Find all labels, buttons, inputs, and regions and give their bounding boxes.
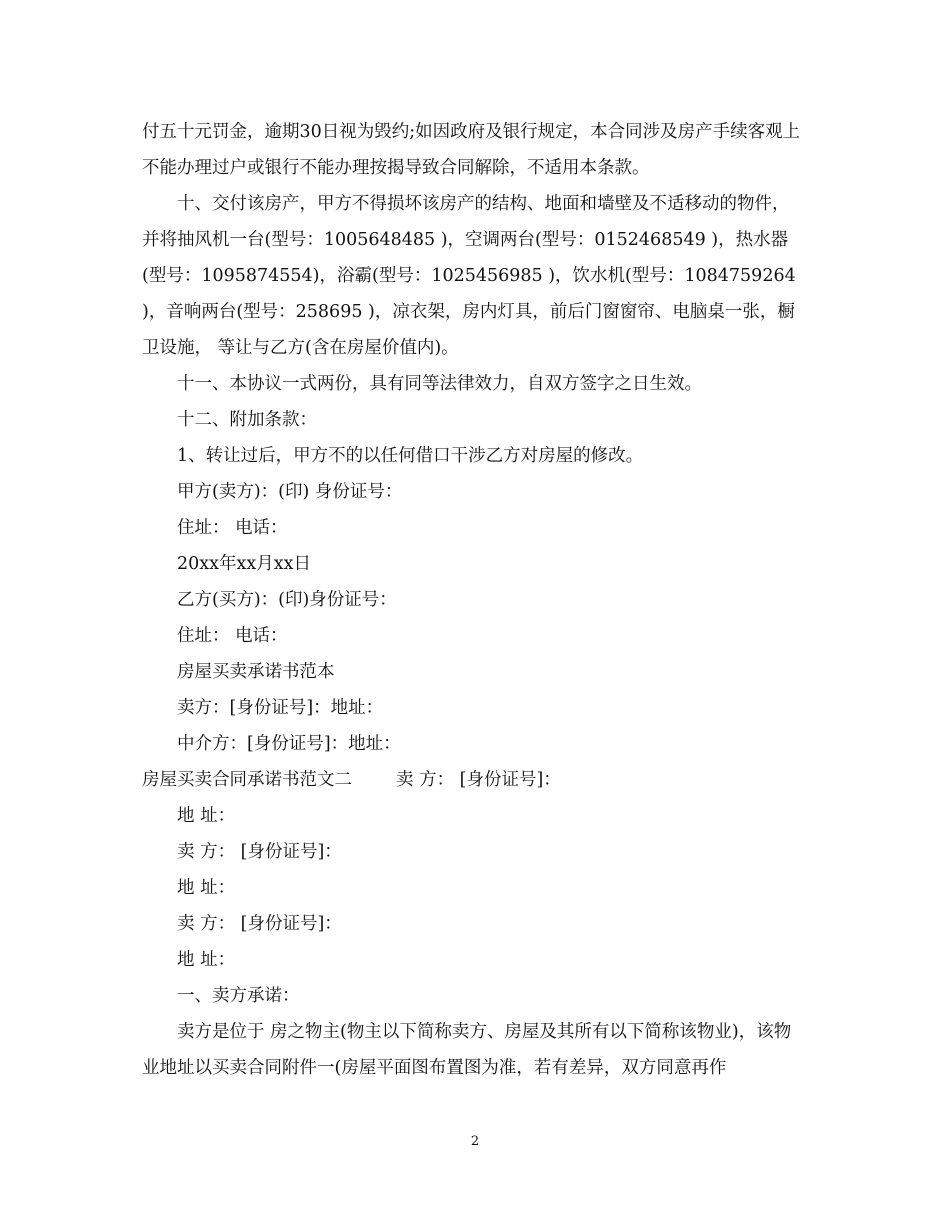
split-heading-line [142,762,802,798]
date-line: 20xx年xx月xx日 [177,554,311,574]
paragraph-clause-11: 十一、本协议一式两份，具有同等法律效力，自双方签字之日生效。 [177,374,702,394]
party-b-signature-line: 乙方(买方)：(印)身份证号： [177,590,397,610]
agent-line: 中介方：[身份证号]：地址： [177,734,401,754]
seller-address-line: 地 址： [177,806,236,826]
seller-commitment-paragraph: 卖方是位于 房之物主(物主以下简称卖方、房屋及其所有以下简称该物业)，该物业地址以买卖合同附件一(房屋平面图布置图为准，若有差异，双方同意再作 [142,1022,792,1078]
section-title-sample-two: 房屋买卖合同承诺书范文二 [142,770,352,790]
party-a-address-line: 住址： 电话： [177,518,288,538]
seller-address-line-3: 地 址： [177,950,236,970]
party-b-address-line: 住址： 电话： [177,626,288,646]
paragraph-penalty-continued: 付五十元罚金，逾期30日视为毁约;如因政府及银行规定，本合同涉及房产手续客观上不能办理过户或银行不能办理按揭导致合同解除，不适用本条款。 [142,122,801,178]
seller-address-line-2: 地 址： [177,878,236,898]
paragraph-additional-term-1: 1、转让过后，甲方不的以任何借口干涉乙方对房屋的修改。 [177,446,644,466]
seller-id-line: 卖 方： [身份证号]： [396,770,561,790]
paragraph-clause-10: 十、交付该房产，甲方不得损坏该房产的结构、地面和墙壁及不适移动的物件，并将抽风机一台(型号：1005648485 )，空调两台(型号：0152468549 )，热水器(型号：1095874554)，浴霸(型号：1025456985 )，饮水机(型号：1084759264 )，音响两台(型号：258695 )，凉衣架，房内灯具，前后门窗窗帘、电脑桌一张，橱卫设施， 等让与乙方(含在房屋价值内)。 [142,194,802,358]
seller-line: 卖方：[身份证号]：地址： [177,698,384,718]
paragraph-clause-12-heading: 十二、附加条款： [177,410,317,430]
seller-commitment-heading: 一、卖方承诺： [177,986,300,1006]
document-body [142,114,802,1086]
page-number: 2 [470,1134,480,1149]
section-title-commitment-sample: 房屋买卖承诺书范本 [177,662,335,682]
seller-id-line-2: 卖 方： [身份证号]： [177,842,342,862]
party-a-signature-line: 甲方(卖方)：(印) 身份证号： [177,482,403,502]
seller-id-line-3: 卖 方： [身份证号]： [177,914,342,934]
